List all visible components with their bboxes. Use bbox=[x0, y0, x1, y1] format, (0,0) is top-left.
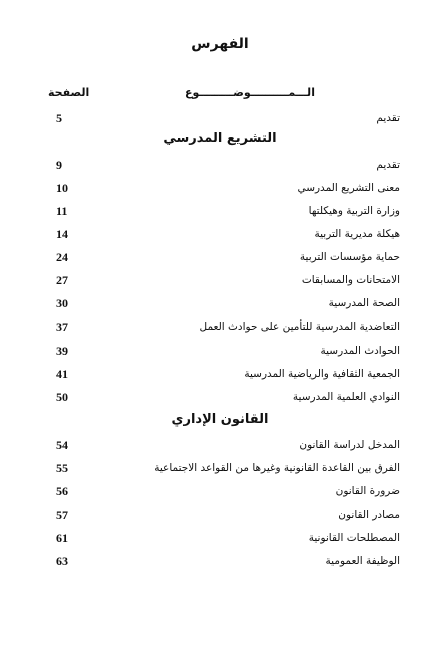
toc-entry bbox=[40, 317, 400, 339]
toc-entry bbox=[40, 201, 400, 223]
toc-entry-page: 57 bbox=[56, 508, 68, 522]
toc-entry bbox=[40, 247, 400, 269]
toc-entry-page: 54 bbox=[56, 438, 68, 452]
toc-entry-label: المصطلحات القانونية bbox=[308, 532, 400, 544]
section-heading-school-legislation: التشريع المدرسي bbox=[163, 131, 277, 146]
toc-entry-label: مصادر القانون bbox=[338, 509, 400, 521]
toc-entry bbox=[40, 435, 400, 457]
toc-entry bbox=[40, 528, 400, 550]
toc-entry-label: وزارة التربية وهيكلتها bbox=[308, 205, 400, 217]
toc-entry-page: 61 bbox=[56, 531, 68, 545]
toc-entry bbox=[40, 551, 400, 573]
toc-entry-page: 30 bbox=[56, 296, 68, 310]
page-column-header: الصفحة bbox=[48, 86, 90, 99]
toc-entry bbox=[40, 155, 400, 177]
toc-entry-label: حماية مؤسسات التربية bbox=[299, 251, 400, 263]
toc-entry-page: 55 bbox=[56, 461, 68, 475]
toc-entry bbox=[40, 178, 400, 200]
toc-entry bbox=[40, 293, 400, 315]
toc-entry-label: المدخل لدراسة القانون bbox=[299, 439, 400, 451]
toc-entry bbox=[40, 458, 400, 480]
toc-entry-label: الفرق بين القاعدة القانونية وغيرها من القواعد الاجتماعية bbox=[154, 462, 400, 474]
section-heading-administrative-law: القانون الإداري bbox=[171, 412, 269, 427]
toc-entry bbox=[40, 341, 400, 363]
toc-entry-page: 9 bbox=[56, 158, 62, 172]
toc-entry-page: 24 bbox=[56, 250, 68, 264]
toc-entry-label: الجمعية الثقافية والرياضية المدرسية bbox=[244, 368, 400, 380]
toc-entry bbox=[40, 224, 400, 246]
toc-entry-page: 56 bbox=[56, 484, 68, 498]
toc-entry bbox=[40, 364, 400, 386]
toc-entry bbox=[40, 387, 400, 409]
toc-entry-page: 11 bbox=[56, 204, 68, 218]
toc-header bbox=[40, 86, 400, 102]
toc-entry-page: 27 bbox=[56, 273, 68, 287]
toc-entry-label: ضرورة القانون bbox=[335, 485, 400, 497]
toc-entry-label: تقديم bbox=[376, 159, 400, 171]
toc-entry-label: الوظيفة العمومية bbox=[325, 555, 400, 567]
toc-entry-label: الصحة المدرسية bbox=[328, 297, 400, 309]
toc-entry-label: النوادي العلمية المدرسية bbox=[292, 391, 400, 403]
toc-entry-page: 37 bbox=[56, 320, 68, 334]
toc-entry bbox=[40, 505, 400, 527]
toc-entry bbox=[40, 270, 400, 292]
page-title: الفهرس bbox=[191, 36, 249, 52]
toc-entry-page: 50 bbox=[56, 390, 68, 404]
toc-entry bbox=[40, 481, 400, 503]
toc-entry bbox=[40, 108, 400, 130]
toc-entry-page: 10 bbox=[56, 181, 68, 195]
toc-entry-label: تقديم bbox=[376, 112, 400, 124]
toc-entry-page: 5 bbox=[56, 111, 62, 125]
toc-entry-label: الامتحانات والمسابقات bbox=[301, 274, 400, 286]
toc-entry-page: 63 bbox=[56, 554, 68, 568]
toc-entry-page: 39 bbox=[56, 344, 68, 358]
toc-entry-label: معنى التشريع المدرسي bbox=[297, 182, 400, 194]
toc-entry-page: 41 bbox=[56, 367, 68, 381]
toc-entry-label: التعاضدية المدرسية للتأمين على حوادث العمل bbox=[199, 321, 400, 333]
toc-entry-label: الحوادث المدرسية bbox=[320, 345, 400, 357]
toc-entry-label: هيكلة مديرية التربية bbox=[314, 228, 400, 240]
subject-column-header: الـــمــــــــــوضـــــــــوع bbox=[185, 86, 315, 99]
toc-entry-page: 14 bbox=[56, 227, 68, 241]
